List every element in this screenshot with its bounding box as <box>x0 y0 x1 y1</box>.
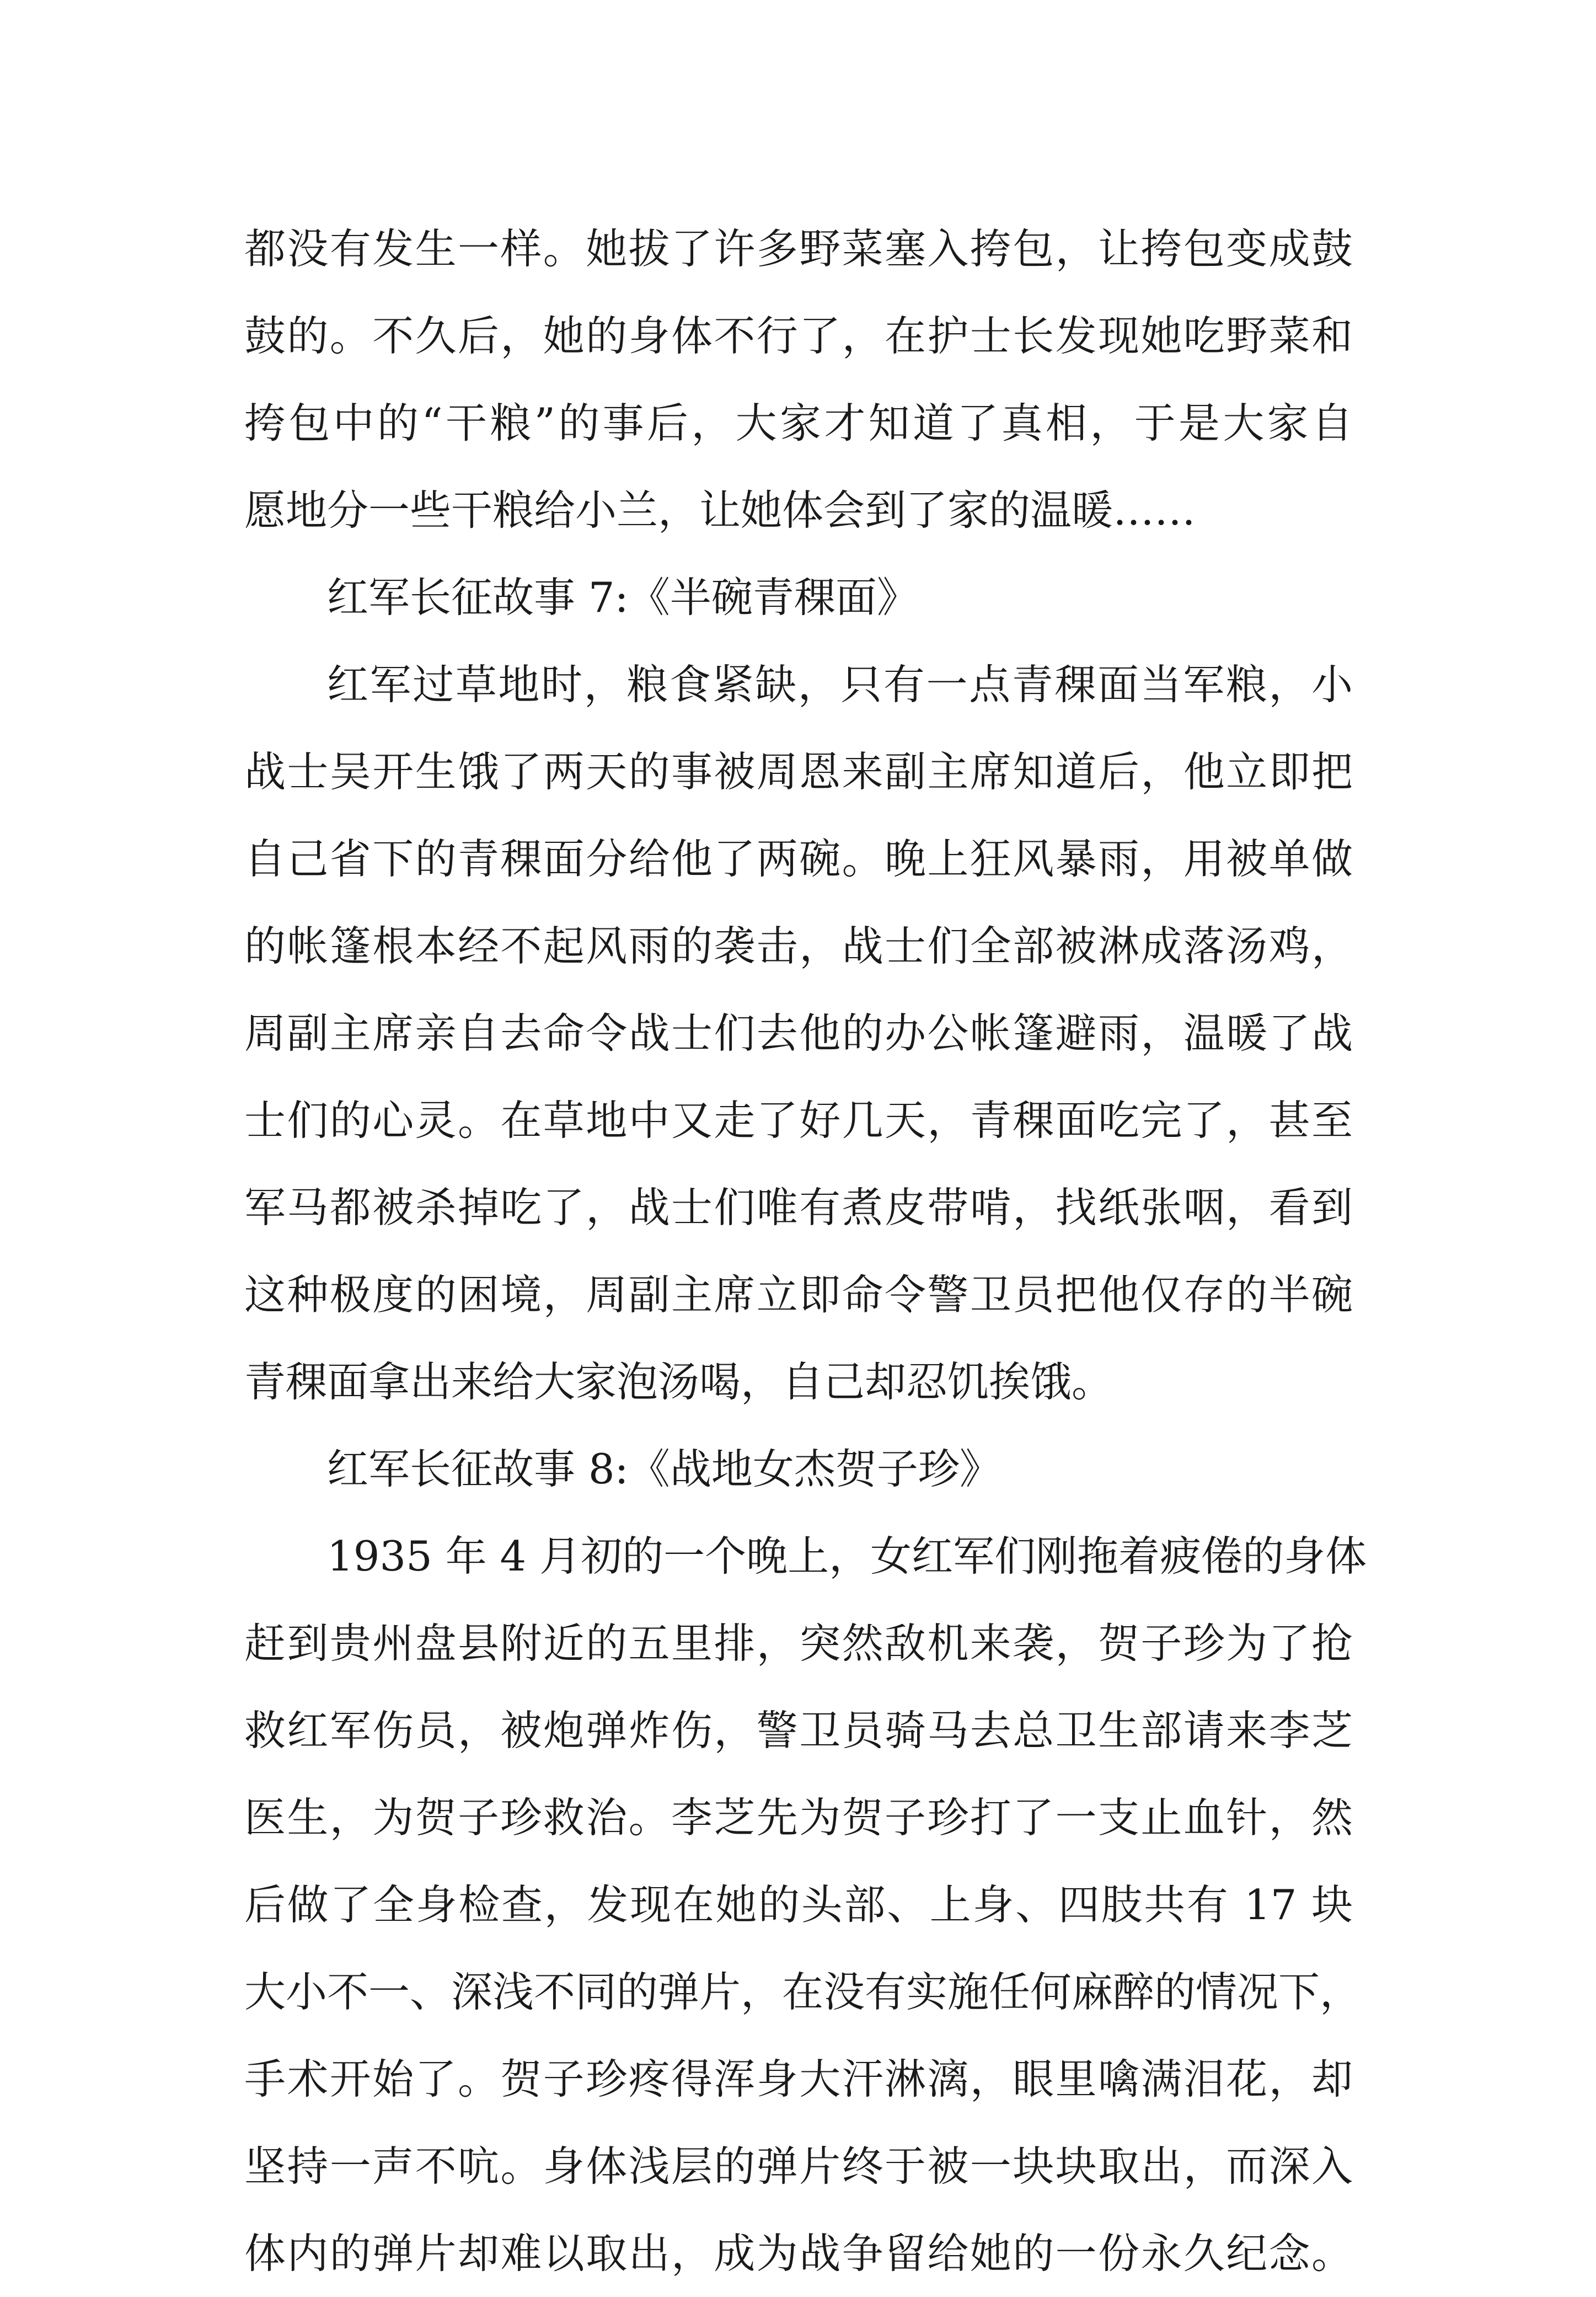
text-line: 赶到贵州盘县附近的五里排，突然敌机来袭，贺子珍为了抢 <box>244 1619 1353 1668</box>
text-line: 这种极度的困境，周副主席立即命令警卫员把他仅存的半碗 <box>244 1270 1353 1319</box>
text-line: 救红军伤员，被炮弹炸伤，警卫员骑马去总卫生部请来李芝 <box>244 1706 1353 1755</box>
text-line: 挎包中的“干粮”的事后，大家才知道了真相，于是大家自 <box>244 399 1353 447</box>
text-line: 体内的弹片却难以取出，成为战争留给她的一份永久纪念。 <box>244 2229 1353 2278</box>
text-line: 都没有发生一样。她拔了许多野菜塞入挎包，让挎包变成鼓 <box>244 225 1353 273</box>
text-line: 自己省下的青稞面分给他了两碗。晚上狂风暴雨，用被单做 <box>244 835 1353 883</box>
text-line: 青稞面拿出来给大家泡汤喝，自己却忍饥挨饿。 <box>244 1358 1113 1406</box>
text-line: 大小不一、深浅不同的弹片，在没有实施任何麻醉的情况下， <box>244 1968 1362 2016</box>
text-line: 医生，为贺子珍救治。李芝先为贺子珍打了一支止血针，然 <box>244 1793 1353 1842</box>
text-line: 战士吴开生饿了两天的事被周恩来副主席知道后，他立即把 <box>244 747 1353 796</box>
text-line: 鼓的。不久后，她的身体不行了，在护士长发现她吃野菜和 <box>244 312 1353 360</box>
text-line: 的帐篷根本经不起风雨的袭击，战士们全部被淋成落汤鸡， <box>244 922 1353 970</box>
text-line: 红军过草地时，粮食紧缺，只有一点青稞面当军粮，小 <box>327 660 1353 709</box>
text-line: 1935 年 4 月初的一个晚上，女红军们刚拖着疲倦的身体 <box>327 1532 1367 1580</box>
document-page <box>244 205 1367 2297</box>
text-line: 士们的心灵。在草地中又走了好几天，青稞面吃完了，甚至 <box>244 1096 1353 1145</box>
text-line: 周副主席亲自去命令战士们去他的办公帐篷避雨，温暖了战 <box>244 1009 1353 1057</box>
text-line: 坚持一声不吭。身体浅层的弹片终于被一块块取出，而深入 <box>244 2142 1353 2191</box>
text-line: 手术开始了。贺子珍疼得浑身大汗淋漓，眼里噙满泪花，却 <box>244 2055 1353 2103</box>
text-line: 后做了全身检查，发现在她的头部、上身、四肢共有 17 块 <box>244 1881 1353 1929</box>
text-line: 愿地分一些干粮给小兰，让她体会到了家的温暖…… <box>244 486 1196 535</box>
section-heading: 红军长征故事 7:《半碗青稞面》 <box>327 573 918 622</box>
section-heading: 红军长征故事 8:《战地女杰贺子珍》 <box>327 1445 1001 1493</box>
text-line: 军马都被杀掉吃了，战士们唯有煮皮带啃，找纸张咽，看到 <box>244 1183 1353 1232</box>
